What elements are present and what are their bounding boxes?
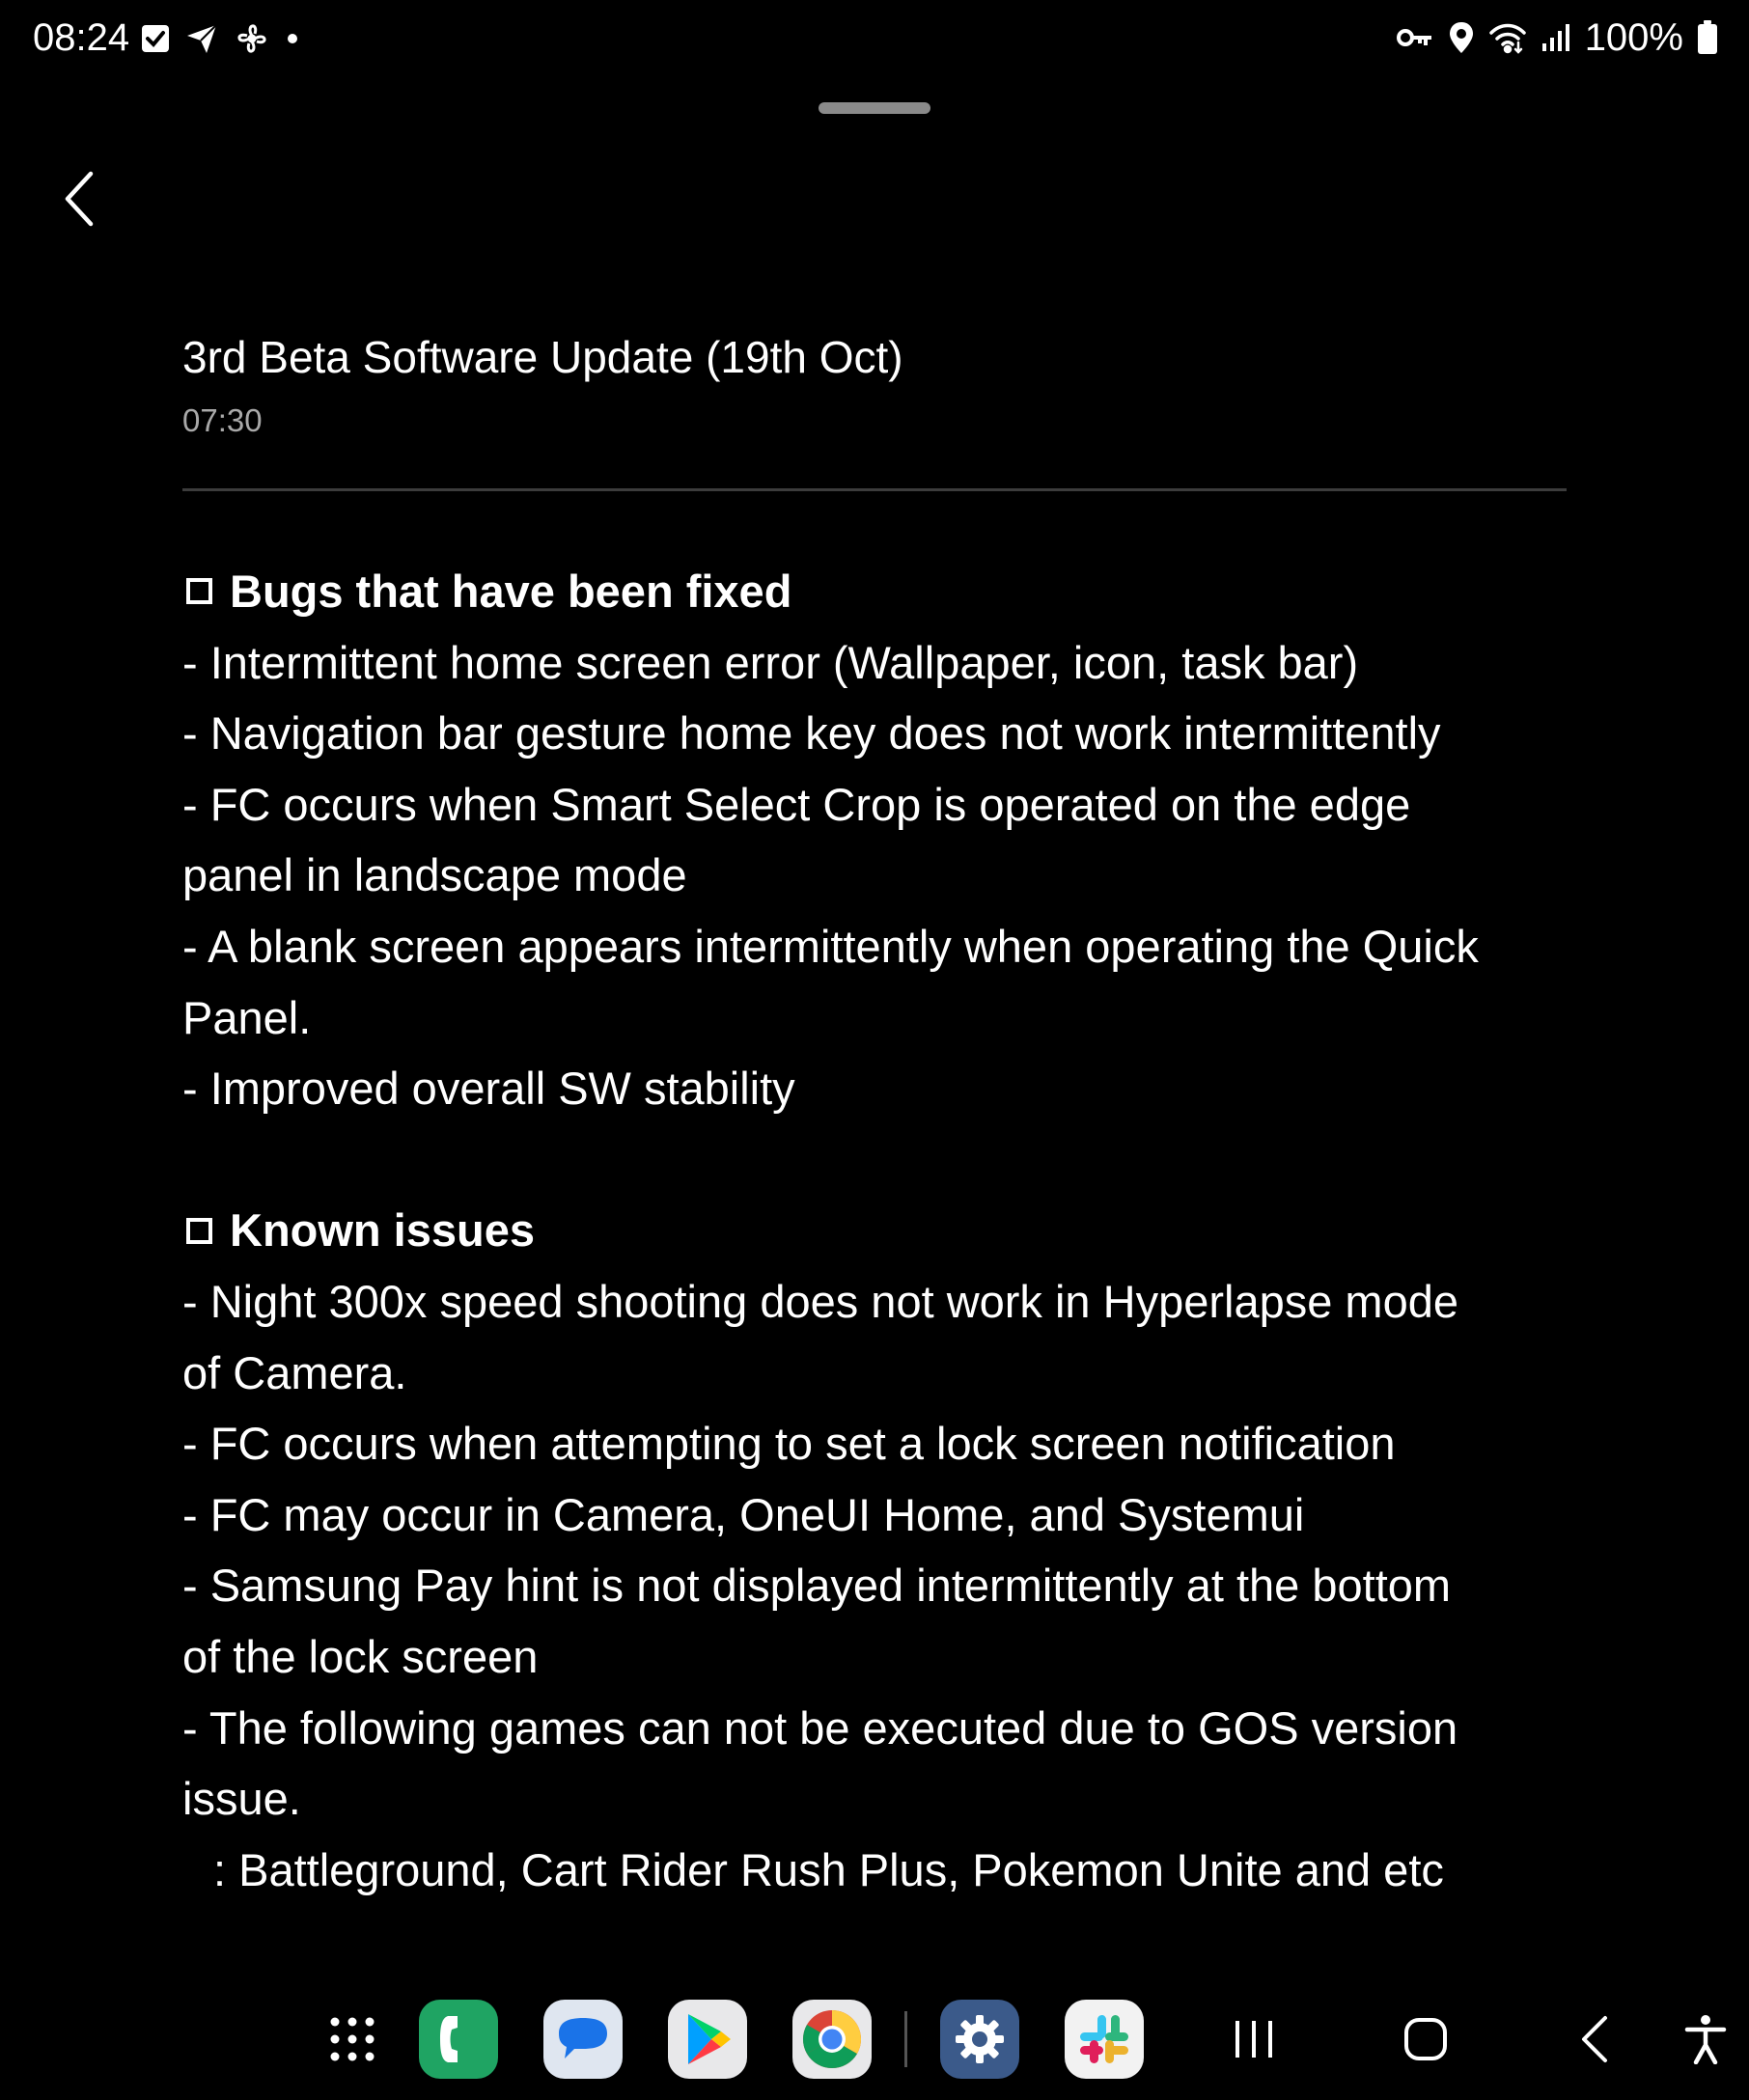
accessibility-icon	[1684, 2014, 1727, 2064]
note-line: - FC may occur in Camera, OneUI Home, and Systemui	[182, 1488, 1305, 1540]
note-line: - A blank screen appears intermittently when operating the Quick	[182, 920, 1479, 972]
note-line: - The following games can not be executed due to GOS version	[182, 1701, 1458, 1754]
note-body[interactable]	[182, 556, 1582, 1905]
home-button[interactable]	[1386, 2000, 1465, 2079]
nav-back-button[interactable]	[1556, 2000, 1635, 2079]
note-line: - Night 300x speed shooting does not work in Hyperlapse mode	[182, 1275, 1458, 1327]
blank-line	[182, 1124, 1582, 1196]
pinwheel-icon	[234, 20, 270, 57]
note-line: Panel.	[182, 991, 312, 1043]
vpn-key-icon	[1396, 25, 1434, 50]
checkbox-notification-icon	[141, 24, 170, 53]
phone-app-button[interactable]	[419, 2000, 498, 2079]
checkbox-icon	[186, 1218, 212, 1244]
back-icon	[1576, 2014, 1615, 2064]
recents-icon	[1232, 2019, 1276, 2059]
chrome-app-button[interactable]	[792, 2000, 872, 2079]
section-heading-text: Known issues	[230, 1204, 536, 1257]
note-line: - Samsung Pay hint is not displayed intermittently at the bottom	[182, 1560, 1452, 1612]
status-bar	[0, 0, 1749, 77]
section-heading	[182, 556, 1582, 627]
messages-app-button[interactable]	[543, 2000, 623, 2079]
signal-icon	[1541, 22, 1571, 53]
header-divider	[182, 488, 1567, 491]
settings-app-icon	[954, 2013, 1006, 2065]
checkbox-icon	[186, 578, 212, 604]
note-line: panel in landscape mode	[182, 849, 687, 901]
battery-icon	[1697, 20, 1718, 55]
apps-grid-button[interactable]	[313, 2000, 392, 2079]
slack-app-icon	[1076, 2011, 1132, 2067]
note-line: issue.	[182, 1773, 301, 1825]
drag-handle[interactable]	[819, 102, 930, 114]
status-right-icons	[1396, 14, 1718, 62]
dot-icon	[286, 32, 299, 45]
play-store-app-button[interactable]	[668, 2000, 747, 2079]
status-left-icons	[141, 17, 299, 60]
phone-app-icon	[434, 2012, 483, 2066]
section-heading	[182, 1195, 1582, 1266]
note-line: of Camera.	[182, 1346, 407, 1398]
send-icon	[185, 22, 218, 55]
apps-grid-icon	[328, 2015, 376, 2063]
note-line: - FC occurs when Smart Select Crop is operated on the edge	[182, 778, 1411, 830]
section-heading-text: Bugs that have been fixed	[230, 566, 792, 617]
location-icon	[1448, 20, 1475, 55]
note-line: - FC occurs when attempting to set a lock screen notification	[182, 1418, 1396, 1470]
settings-app-button[interactable]	[940, 2000, 1019, 2079]
recents-button[interactable]	[1214, 2000, 1293, 2079]
back-button[interactable]	[52, 164, 110, 234]
slack-app-button[interactable]	[1065, 2000, 1144, 2079]
taskbar	[0, 1988, 1749, 2094]
battery-percentage: 100%	[1584, 16, 1683, 59]
accessibility-button[interactable]	[1672, 2000, 1739, 2079]
chevron-left-icon	[52, 164, 110, 234]
note-line: of the lock screen	[182, 1630, 539, 1682]
note-timestamp: 07:30	[182, 402, 263, 438]
note-title: 3rd Beta Software Update (19th Oct)	[182, 332, 903, 382]
note-line: : Battleground, Cart Rider Rush Plus, Pokemon Unite and etc	[213, 1843, 1444, 1895]
messages-app-icon	[553, 2014, 613, 2064]
wifi-icon	[1488, 21, 1527, 54]
chrome-app-icon	[801, 2008, 863, 2070]
note-line: - Intermittent home screen error (Wallpaper, icon, task bar)	[182, 636, 1359, 688]
note-line: - Improved overall SW stability	[182, 1063, 795, 1115]
home-icon	[1402, 2016, 1449, 2062]
note-line: - Navigation bar gesture home key does not work intermittently	[182, 707, 1441, 760]
play-store-app-icon	[680, 2010, 735, 2068]
status-time: 08:24	[33, 16, 130, 59]
taskbar-separator	[904, 2011, 907, 2067]
